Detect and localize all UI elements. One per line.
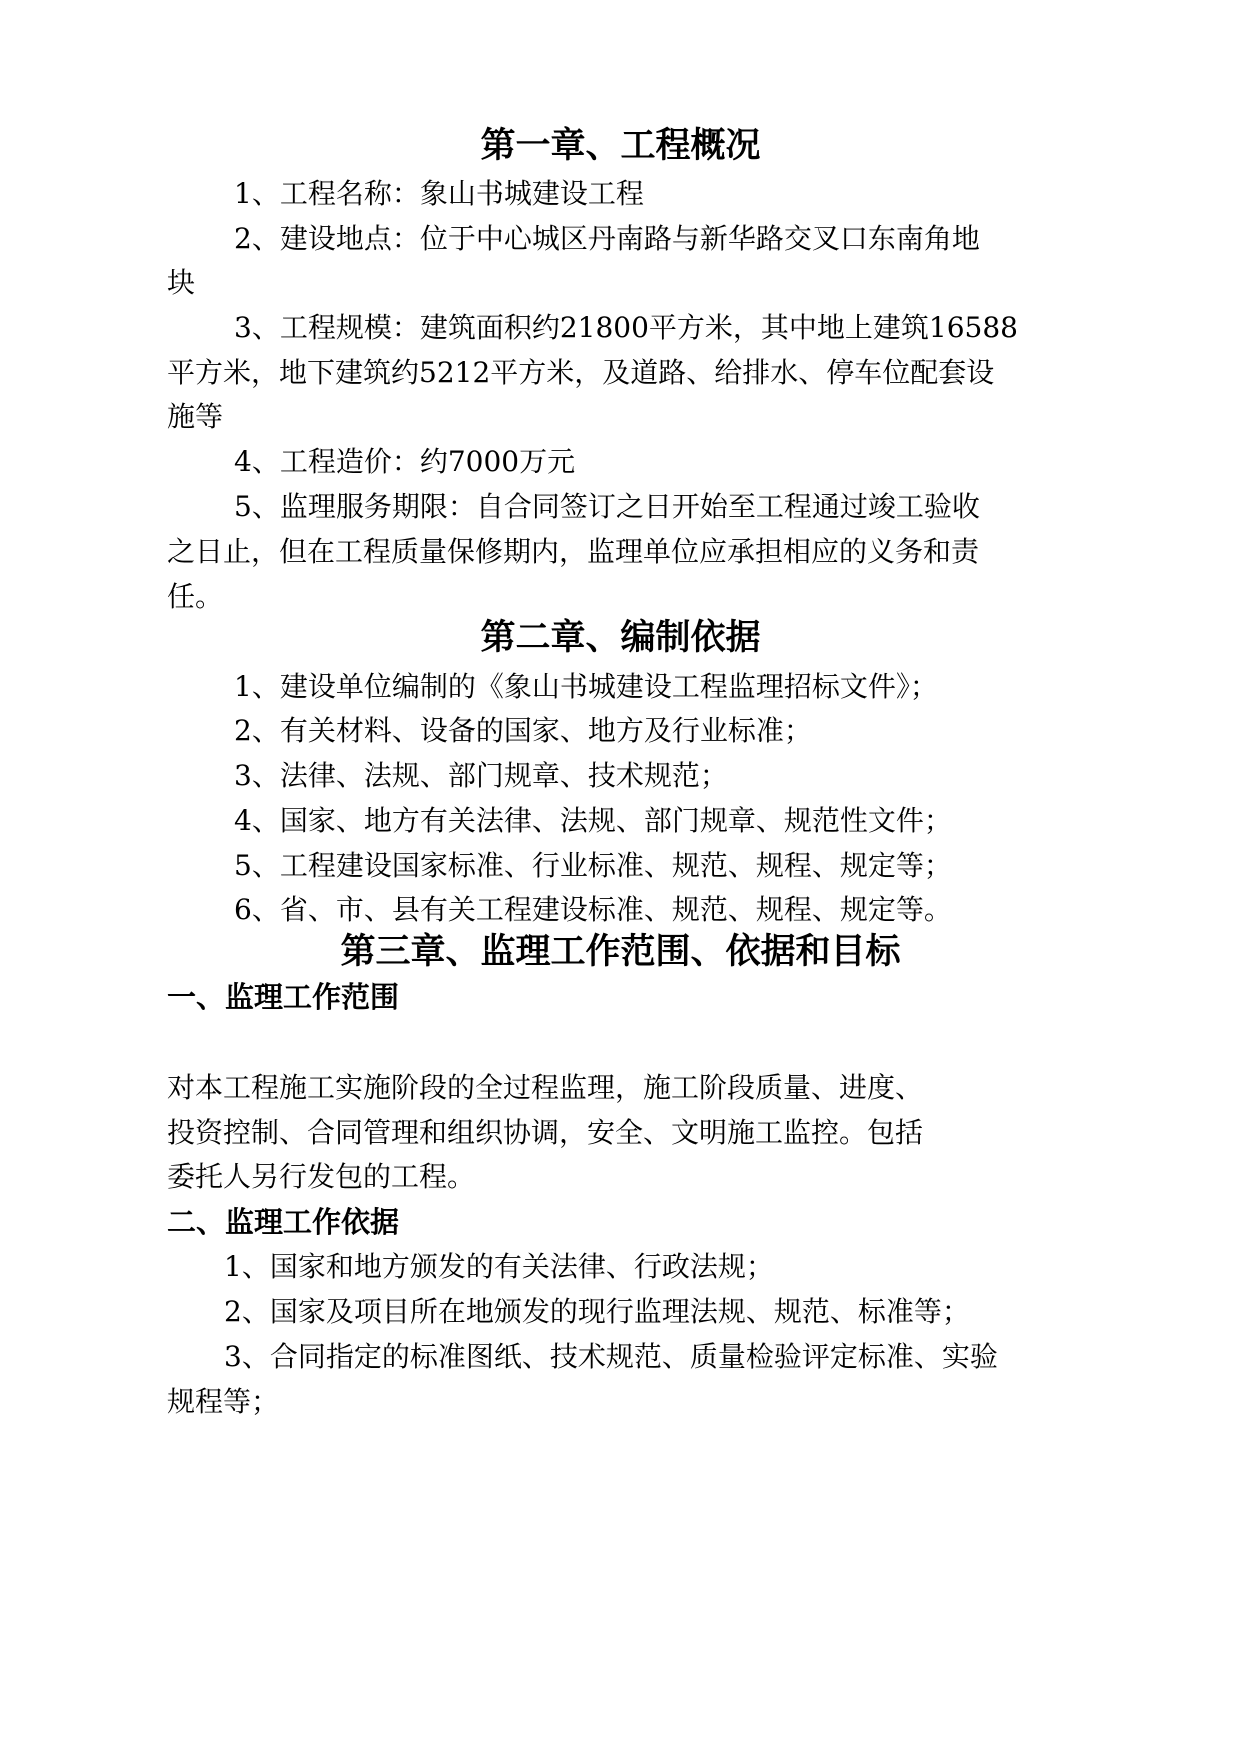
chapter-3-title: 第三章、监理工作范围、依据和目标 [340,932,901,972]
project-location-line: 2、建设地点：位于中心城区丹南路与新华路交叉口东南角地 [234,222,980,255]
project-scale-continued-1: 平方米，地下建筑约5212平方米，及道路、给排水、停车位配套设 [167,356,995,389]
scope-text-line-3: 委托人另行发包的工程。 [167,1160,476,1193]
work-basis-item-3-continued: 规程等； [167,1385,280,1418]
basis-item-2: 2、有关材料、设备的国家、地方及行业标准； [234,714,812,747]
chapter-2-title: 第二章、编制依据 [480,618,761,658]
basis-item-1: 1、建设单位编制的《象山书城建设工程监理招标文件》； [234,670,938,703]
work-basis-item-2: 2、国家及项目所在地颁发的现行监理法规、规范、标准等； [224,1295,970,1328]
basis-item-5: 5、工程建设国家标准、行业标准、规范、规程、规定等； [234,849,952,882]
project-name-line: 1、工程名称：象山书城建设工程 [234,177,644,210]
service-period-continued-2: 任。 [167,580,224,613]
project-cost-line: 4、工程造价：约7000万元 [234,445,576,478]
section-scope-heading: 一、监理工作范围 [167,980,400,1014]
service-period-continued-1: 之日止，但在工程质量保修期内，监理单位应承担相应的义务和责 [167,535,980,568]
basis-item-3: 3、法律、法规、部门规章、技术规范； [234,759,728,792]
service-period-line: 5、监理服务期限：自合同签订之日开始至工程通过竣工验收 [234,490,980,523]
basis-item-6: 6、省、市、县有关工程建设标准、规范、规程、规定等。 [234,893,952,926]
project-location-continued: 块 [167,266,196,299]
section-basis-heading: 二、监理工作依据 [167,1205,400,1239]
work-basis-item-1: 1、国家和地方颁发的有关法律、行政法规； [224,1250,774,1283]
work-basis-item-3: 3、合同指定的标准图纸、技术规范、质量检验评定标准、实验 [224,1340,998,1373]
scope-text-line-1: 对本工程施工实施阶段的全过程监理，施工阶段质量、进度、 [167,1071,924,1104]
basis-item-4: 4、国家、地方有关法律、法规、部门规章、规范性文件； [234,804,952,837]
chapter-1-title: 第一章、工程概况 [480,126,761,166]
scope-text-line-2: 投资控制、合同管理和组织协调，安全、文明施工监控。包括 [167,1116,924,1149]
project-scale-line: 3、工程规模：建筑面积约21800平方米，其中地上建筑16588 [234,311,1018,344]
project-scale-continued-2: 施等 [167,400,224,433]
